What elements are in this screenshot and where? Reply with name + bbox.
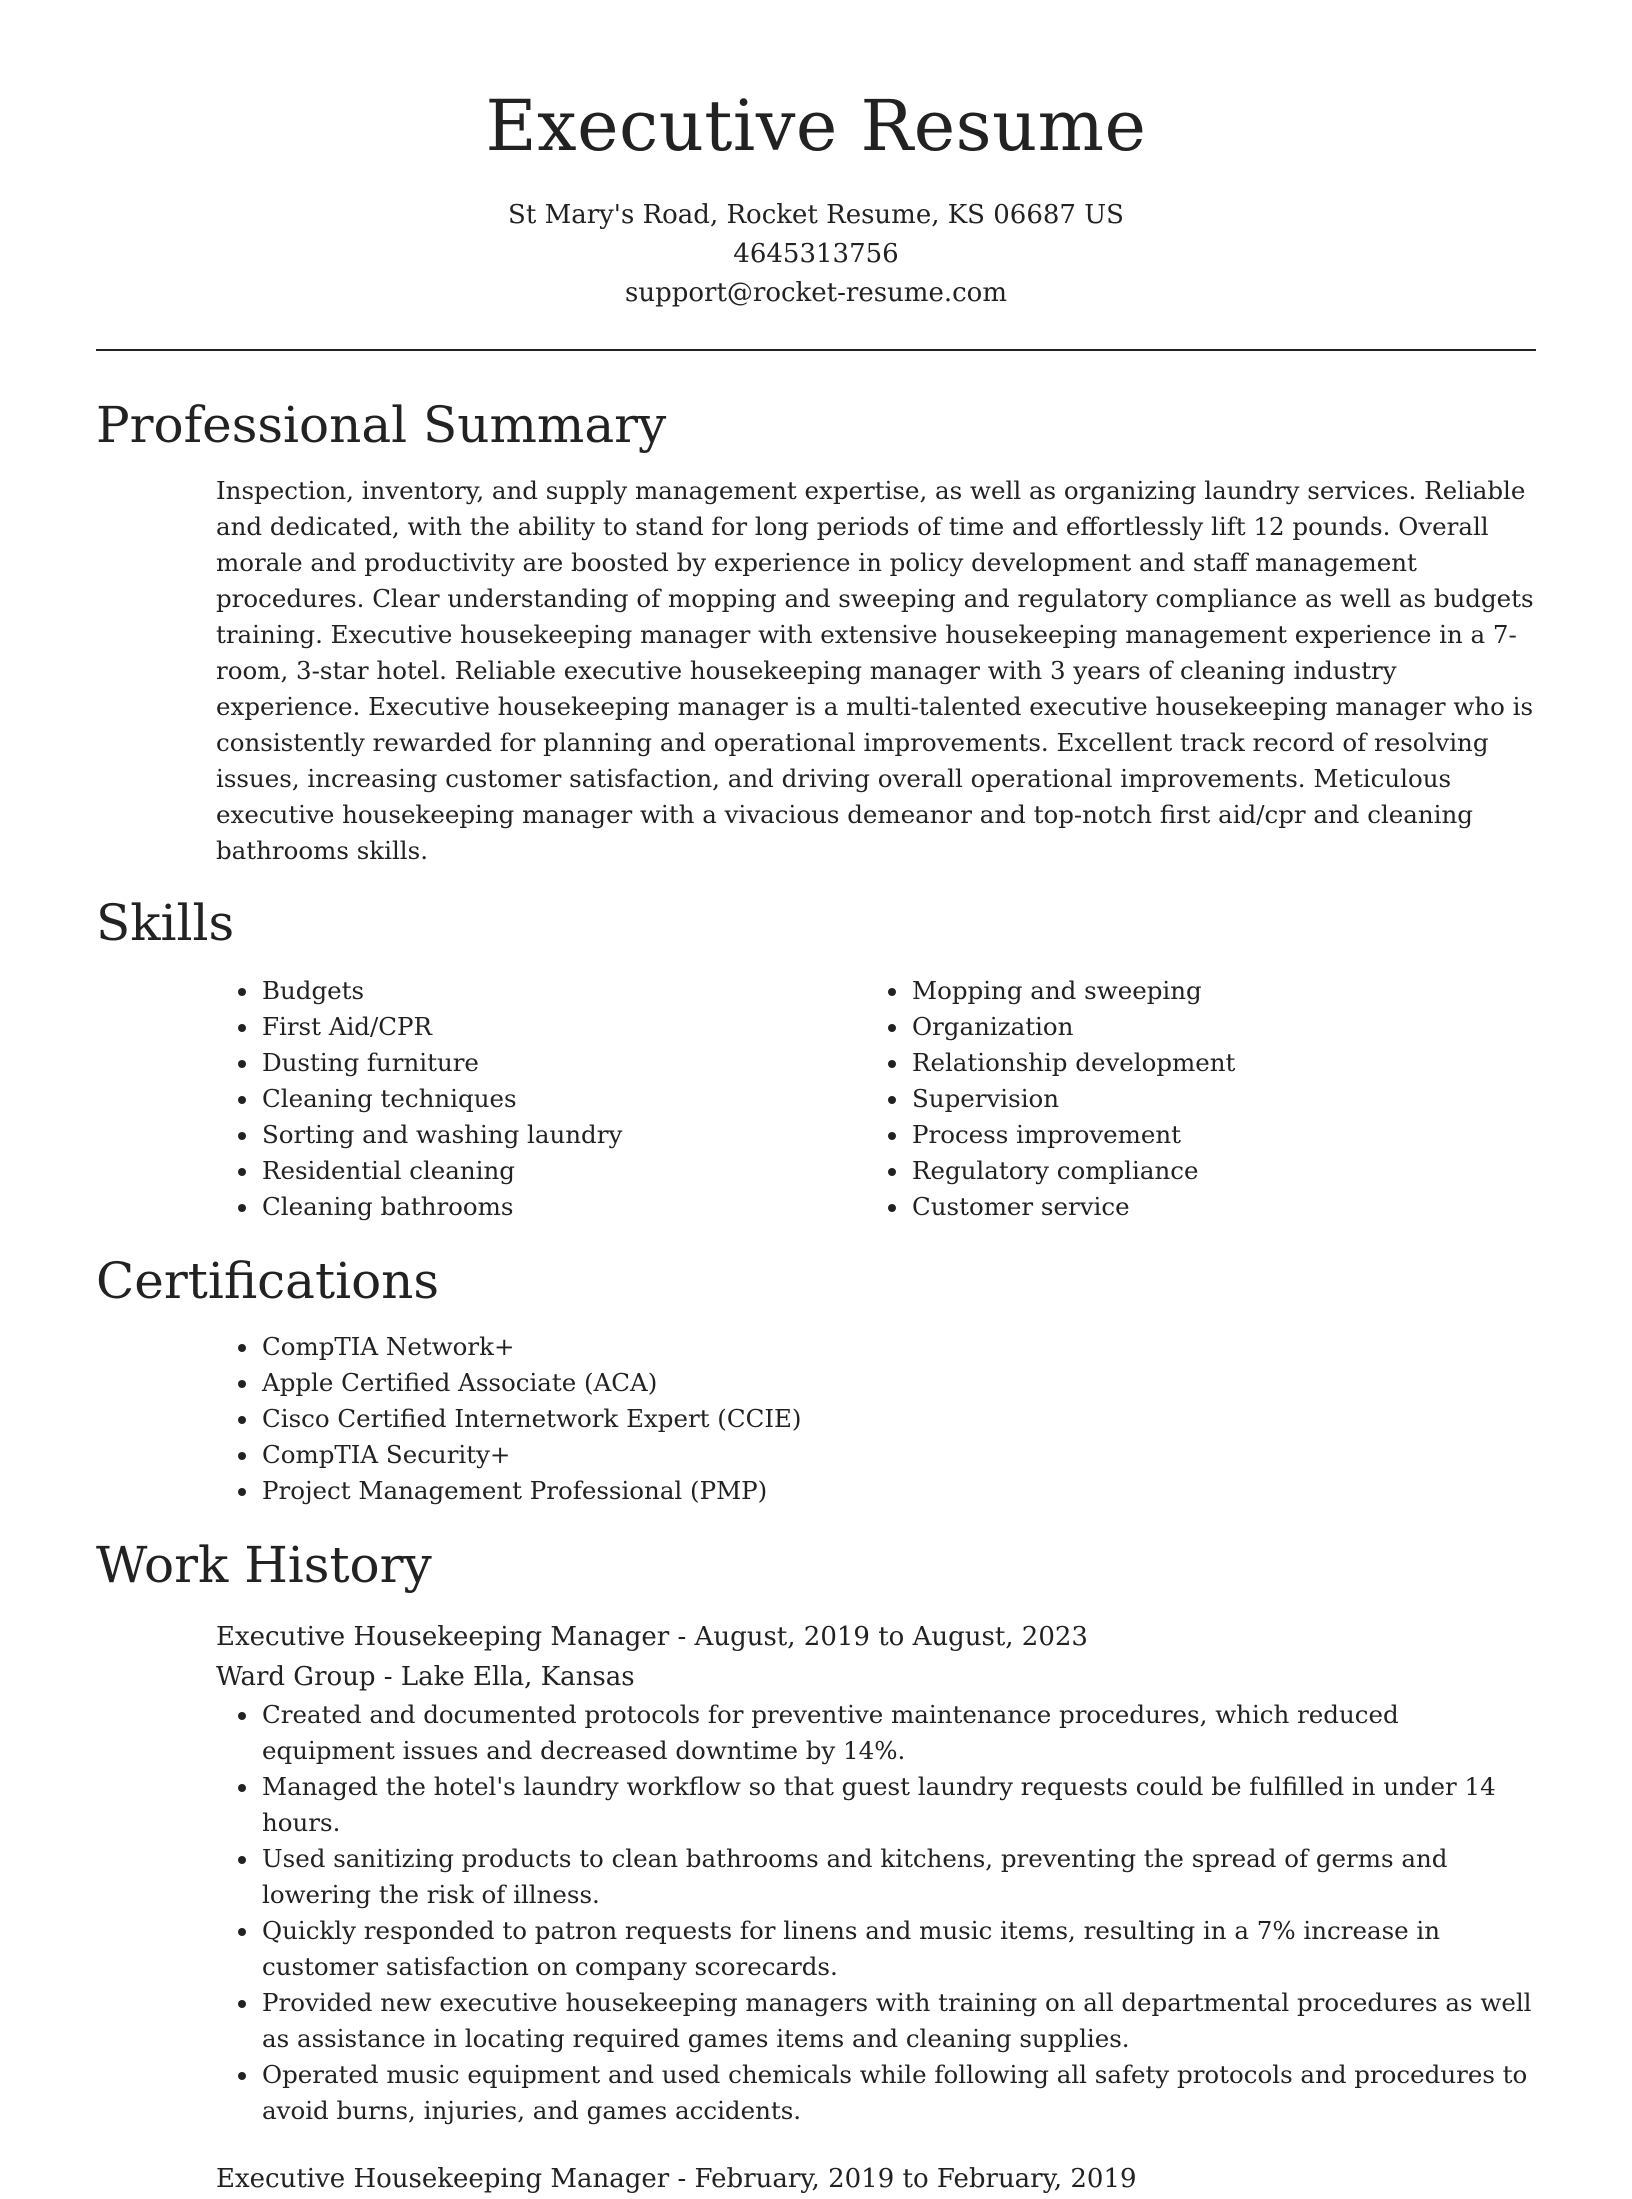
skill-item: • Residential cleaning [260, 1153, 866, 1189]
certification-item: • Apple Certified Associate (ACA) [260, 1365, 1536, 1401]
skill-item: • Process improvement [910, 1117, 1516, 1153]
contact-email: support@rocket-resume.com [624, 278, 1007, 308]
summary-heading: Professional Summary [96, 396, 667, 454]
job-bullet: • Used sanitizing products to clean bathrooms and kitchens, preventing the spread of germs and lowering the risk of illness. [260, 1841, 1536, 1913]
job-header [216, 2159, 1536, 2199]
skills-heading: Skills [96, 894, 235, 952]
skill-item: • Budgets [260, 973, 866, 1009]
job-bullet: • Managed the hotel's laundry workflow so that guest laundry requests could be fulfilled in under 14 hours. [260, 1769, 1536, 1841]
skill-item: • Supervision [910, 1081, 1516, 1117]
separator: - [669, 1622, 695, 1652]
skills-list-left [216, 973, 866, 1225]
job-bullet: • Provided new executive housekeeping managers with training on all departmental procedures as well as assistance in locating required games items and cleaning supplies. [260, 1985, 1536, 2057]
skill-item: • Sorting and washing laundry [260, 1117, 866, 1153]
skill-item: • Cleaning bathrooms [260, 1189, 866, 1225]
skill-item: • Regulatory compliance [910, 1153, 1516, 1189]
resume-header [0, 0, 1632, 313]
skill-item: • Cleaning techniques [260, 1081, 866, 1117]
skills-list-right [866, 973, 1516, 1225]
job-title-line [216, 2159, 1536, 2199]
skills-column-left [216, 973, 866, 1225]
separator: - [669, 2164, 695, 2194]
job-header [216, 1617, 1536, 1697]
certification-item: • CompTIA Security+ [260, 1437, 1536, 1473]
skill-item: • Relationship development [910, 1045, 1516, 1081]
job-company: Ward Group [216, 1662, 376, 1692]
resume-name: Executive Resume [485, 85, 1147, 167]
certification-item: • Project Management Professional (PMP) [260, 1473, 1536, 1509]
job-location: Lake Ella, Kansas [400, 1662, 635, 1692]
job-bullets [216, 1697, 1536, 2129]
contact-address: St Mary's Road, Rocket Resume, KS 06687 US [508, 200, 1124, 230]
job-bullet: • Created and documented protocols for preventive maintenance procedures, which reduced equipment issues and decreased downtime by 14%. [260, 1697, 1536, 1769]
separator: - [375, 1662, 401, 1692]
job-dates: August, 2019 to August, 2023 [694, 1622, 1088, 1652]
contact-info [0, 196, 1632, 313]
job-company-line [216, 1657, 1536, 1697]
skill-item: • Organization [910, 1009, 1516, 1045]
job-title: Executive Housekeeping Manager [216, 2164, 670, 2194]
certification-item: • Cisco Certified Internetwork Expert (CCIE) [260, 1401, 1536, 1437]
certification-item: • CompTIA Network+ [260, 1329, 1536, 1365]
job-dates: February, 2019 to February, 2019 [694, 2164, 1137, 2194]
job-bullet: • Quickly responded to patron requests for linens and music items, resulting in a 7% increase in customer satisfaction on company scorecards. [260, 1913, 1536, 1985]
summary-section [0, 473, 1632, 869]
job-bullet: • Operated music equipment and used chemicals while following all safety protocols and procedures to avoid burns, injuries, and games accidents. [260, 2057, 1536, 2129]
job-title: Executive Housekeeping Manager [216, 1622, 670, 1652]
certifications-list [216, 1329, 1536, 1509]
skill-item: • Customer service [910, 1189, 1516, 1225]
certifications-section [0, 1329, 1632, 1509]
header-divider [96, 349, 1536, 351]
skill-item: • Mopping and sweeping [910, 973, 1516, 1009]
contact-phone: 4645313756 [733, 239, 899, 269]
work-history-heading: Work History [96, 1536, 432, 1594]
skills-section [0, 973, 1632, 1225]
certifications-heading: Certifications [96, 1252, 440, 1310]
skill-item: • First Aid/CPR [260, 1009, 866, 1045]
job-title-line [216, 1617, 1536, 1657]
summary-text: Inspection, inventory, and supply management expertise, as well as organizing laundry services. Reliable and dedicated, with the ability to stand for long periods of time and effortlessly lift 12 pounds. Overall morale and productivity are boosted by experience in policy development and staff management procedures. Clear understanding of mopping and sweeping and regulatory compliance as well as budgets training. Executive housekeeping manager with extensive housekeeping management experience in a 7-room, 3-star hotel. Reliable executive housekeeping manager with 3 years of cleaning industry experience. Executive housekeeping manager is a multi-talented executive housekeeping manager who is consistently rewarded for planning and operational improvements. Excellent track record of resolving issues, increasing customer satisfaction, and driving overall operational improvements. Meticulous executive housekeeping manager with a vivacious demeanor and top-notch first aid/cpr and cleaning bathrooms skills. [216, 476, 1534, 865]
skills-column-right [866, 973, 1516, 1225]
skill-item: • Dusting furniture [260, 1045, 866, 1081]
